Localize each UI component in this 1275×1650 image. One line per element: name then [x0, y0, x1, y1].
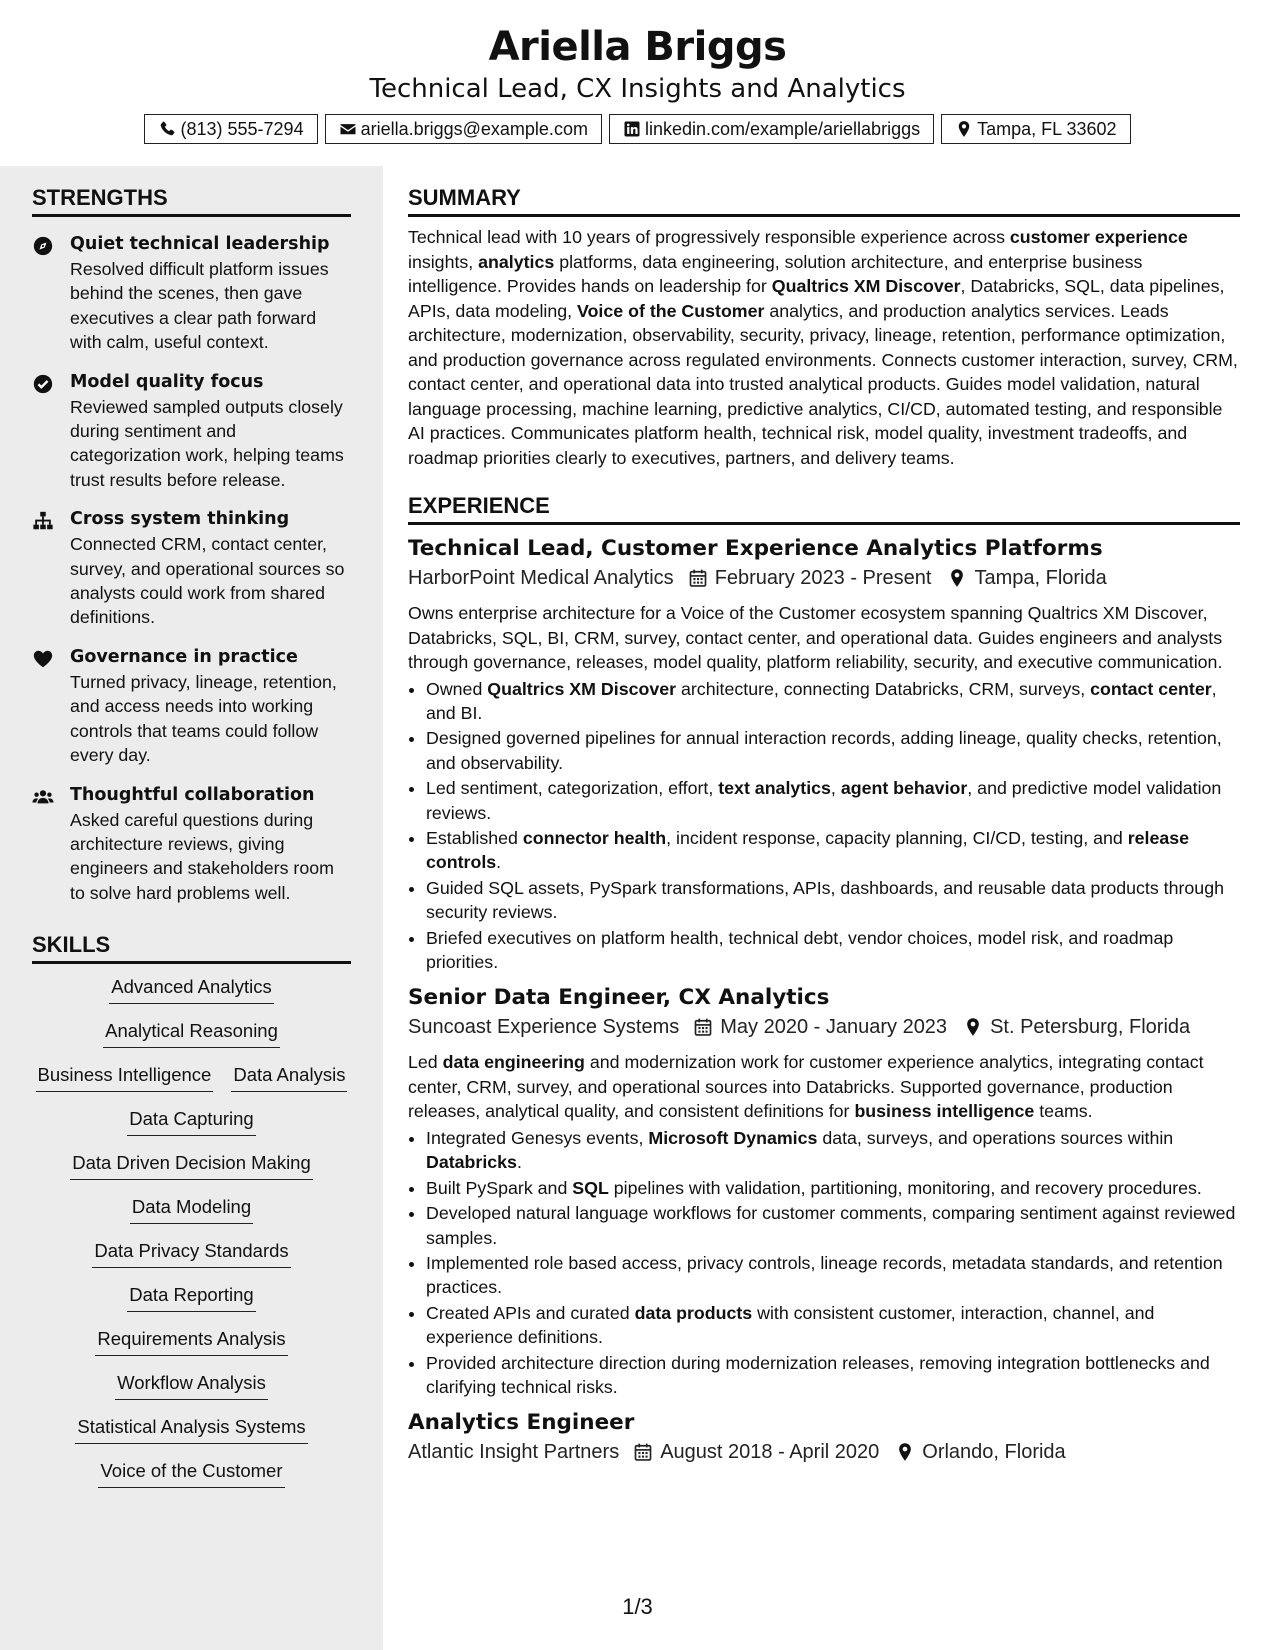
phone-icon: [158, 120, 176, 138]
bold-text: Qualtrics XM Discover: [487, 678, 677, 699]
skill-tag: Data Driven Decision Making: [70, 1150, 313, 1180]
job-meta: [408, 1012, 1240, 1042]
linkedin-text: linkedin.com/example/ariellabriggs: [644, 118, 921, 139]
text-run: architecture, connecting Databricks, CRM, surveys,: [676, 678, 1091, 699]
linkedin-chip[interactable]: [609, 114, 934, 144]
candidate-name: Ariella Briggs: [488, 24, 787, 70]
strength-title: Quiet technical leadership: [70, 234, 330, 254]
strength-desc: Resolved difficult platform issues behind the scenes, then gave executives a clear path forward with calm, useful context.: [70, 259, 329, 353]
job-title: Senior Data Engineer, CX Analytics: [408, 985, 830, 1011]
phone-chip[interactable]: [144, 114, 317, 144]
job-title: Analytics Engineer: [408, 1410, 635, 1436]
bullet-item: [426, 1251, 1240, 1300]
job-company: Atlantic Insight Partners: [408, 1441, 620, 1464]
map-pin-icon: [955, 120, 973, 138]
compass-icon: [32, 235, 54, 257]
text-run: and modernization work for customer experience analytics, integrating contact center, CRM, survey, and operational sources into Databricks. Supported governance, production releases, analytical quality, and consistent definitions for: [408, 1052, 1204, 1122]
text-run: , and BI.: [426, 678, 1217, 723]
text-run: .: [496, 852, 502, 873]
location-text: Tampa, FL 33602: [977, 118, 1117, 139]
text-run: Guided SQL assets, PySpark transformations, APIs, dashboards, and reusable data products through security reviews.: [426, 877, 1224, 923]
job-entry: [408, 1409, 1240, 1467]
strength-item: [32, 644, 351, 768]
skill-tag: Workflow Analysis: [115, 1370, 268, 1400]
text-run: Integrated Genesys events,: [426, 1127, 649, 1148]
bold-text: Voice of the Customer: [577, 300, 765, 321]
sidebar: [0, 166, 383, 1650]
text-run: .: [516, 1152, 522, 1173]
job-meta: [408, 563, 1240, 593]
text-run: Owned: [426, 678, 488, 699]
text-run: teams.: [1034, 1101, 1093, 1122]
candidate-title: Technical Lead, CX Insights and Analytics: [369, 74, 906, 104]
bold-text: Databricks: [426, 1152, 517, 1173]
job-location: St. Petersburg, Florida: [990, 1016, 1191, 1039]
bold-text: data engineering: [442, 1052, 585, 1073]
text-run: insights,: [408, 251, 479, 272]
bold-text: Qualtrics XM Discover: [771, 276, 961, 296]
strength-item: [32, 231, 351, 355]
text-run: analytics, and production analytics services. Leads architecture, modernization, observability, security, privacy, lineage, retention, performance optimization, and production governance across regulated environments. Connects customer interaction, survey, CRM, contact center, and operational data into trusted analytical products. Guides model validation, natural language processing, machine learning, predictive analytics, CI/CD, automated testing, and responsible AI practices. Communicates platform health, technical risk, model quality, investment tradeoffs, and roadmap priorities clearly to executives, partners, and delivery teams.: [408, 300, 1238, 468]
text-run: Designed governed pipelines for annual interaction records, adding lineage, quality checks, retention, and observability.: [426, 728, 1222, 773]
strength-desc: Turned privacy, lineage, retention, and access needs into working controls that teams could follow every day.: [70, 671, 337, 766]
envelope-icon: [339, 120, 357, 138]
resume-header: [0, 0, 1275, 166]
text-run: Owns enterprise architecture for a Voice of the Customer ecosystem spanning Qualtrics XM Discover, Databricks, SQL, BI, CRM, survey, contact center, and operational data. Guides engineers and analysts through governance, releases, model quality, platform reliability, security, and executive communication.: [408, 603, 1223, 672]
strength-item: [32, 782, 351, 906]
strength-title: Thoughtful collaboration: [70, 784, 315, 805]
skills-list: [32, 974, 351, 1488]
linkedin-icon: [623, 120, 641, 138]
skills-heading: SKILLS: [32, 913, 351, 964]
job-bullets: [408, 1126, 1240, 1399]
job-title: Technical Lead, Customer Experience Analytics Platforms: [408, 536, 1103, 561]
calendar-icon: [688, 568, 708, 588]
text-run: Led: [408, 1052, 443, 1073]
strength-desc: Reviewed sampled outputs closely during sentiment and categorization work, helping teams trust results before release.: [70, 396, 344, 490]
bullet-item: [426, 876, 1240, 925]
skill-tag: Requirements Analysis: [95, 1326, 287, 1356]
strength-title: Governance in practice: [70, 646, 298, 667]
strength-desc: Connected CRM, contact center, survey, and operational sources so analysts could work from shared definitions.: [70, 534, 345, 628]
text-run: Established: [426, 827, 523, 848]
skill-tag: Voice of the Customer: [98, 1458, 284, 1488]
text-run: platforms, data engineering, solution architecture, and enterprise business intelligence. Provides hands on leadership for: [408, 251, 1143, 296]
strength-title: Cross system thinking: [70, 509, 290, 530]
skill-tag: Data Privacy Standards: [92, 1238, 290, 1268]
skill-tag: Data Capturing: [127, 1106, 255, 1136]
phone-text: (813) 555-7294: [180, 118, 304, 139]
text-run: , and predictive model validation reviews.: [426, 778, 1222, 823]
bullet-item: [426, 826, 1240, 875]
text-run: data, surveys, and operations sources within: [817, 1127, 1174, 1148]
strength-title: Model quality focus: [70, 371, 264, 392]
job-entry: [408, 535, 1240, 974]
text-run: with consistent customer, interaction, channel, and experience definitions.: [426, 1302, 1155, 1348]
main-content: [408, 166, 1240, 1467]
job-dates: May 2020 - January 2023: [720, 1016, 948, 1039]
bold-text: data products: [634, 1302, 753, 1323]
job-meta: [408, 1437, 1240, 1467]
text-run: Created APIs and curated: [426, 1302, 635, 1323]
bullet-item: [426, 926, 1240, 975]
job-location: Tampa, Florida: [974, 567, 1107, 589]
bullet-item: [426, 776, 1240, 825]
calendar-icon: [693, 1017, 713, 1037]
skill-tag: Statistical Analysis Systems: [75, 1414, 307, 1444]
email-text: ariella.briggs@example.com: [360, 118, 588, 139]
bullet-item: [426, 1201, 1240, 1250]
bold-text: Microsoft Dynamics: [648, 1127, 818, 1148]
text-run: pipelines with validation, partitioning, monitoring, and recovery procedures.: [608, 1177, 1202, 1198]
bold-text: agent behavior: [840, 778, 968, 799]
skill-tag: Business Intelligence: [36, 1062, 214, 1092]
bullet-item: [426, 1176, 1240, 1200]
bold-text: connector health: [522, 827, 667, 848]
bullet-item: [426, 1351, 1240, 1400]
skill-tag: Advanced Analytics: [109, 974, 273, 1004]
job-dates: February 2023 - Present: [714, 567, 932, 589]
text-run: Provided architecture direction during modernization releases, removing integration bottlenecks and clarifying technical risks.: [426, 1352, 1210, 1397]
strength-desc: Asked careful questions during architecture reviews, giving engineers and stakeholders room to solve hard problems well.: [70, 809, 334, 903]
strengths-heading: STRENGTHS: [32, 166, 351, 217]
map-pin-icon: [947, 568, 967, 588]
bold-text: analytics: [478, 251, 555, 272]
map-pin-icon: [963, 1017, 983, 1037]
job-dates: August 2018 - April 2020: [660, 1441, 880, 1464]
email-chip[interactable]: [325, 114, 602, 144]
bullet-item: [426, 1126, 1240, 1175]
text-run: ,: [830, 778, 841, 799]
text-run: Implemented role based access, privacy controls, lineage records, metadata standards, and retention practices.: [426, 1252, 1223, 1298]
strength-item: [32, 506, 351, 630]
bullet-item: [426, 677, 1240, 726]
skill-tag: Analytical Reasoning: [103, 1018, 280, 1048]
bold-text: release controls: [426, 827, 1190, 873]
text-run: Developed natural language workflows for customer comments, comparing sentiment against reviewed samples.: [426, 1203, 1236, 1248]
calendar-icon: [633, 1442, 653, 1462]
users-icon: [32, 786, 54, 808]
text-run: , Databricks, SQL, data pipelines, APIs, data modeling,: [408, 276, 1225, 321]
page-number: 1/3: [622, 1594, 653, 1619]
text-run: Led sentiment, categorization, effort,: [426, 778, 719, 799]
bold-text: customer experience: [1009, 227, 1188, 247]
summary-text: [408, 225, 1240, 470]
strength-item: [32, 369, 351, 493]
location-chip: [941, 114, 1130, 144]
jobs-list: [408, 535, 1240, 1467]
bold-text: text analytics: [718, 778, 831, 799]
contact-bar: [0, 114, 1275, 144]
job-entry: [408, 984, 1240, 1399]
bold-text: business intelligence: [854, 1101, 1035, 1122]
skill-tag: Data Analysis: [231, 1062, 347, 1092]
text-run: Technical lead with 10 years of progressively responsible experience across: [408, 227, 1010, 247]
job-description: [408, 1050, 1240, 1124]
skill-tag: Data Reporting: [127, 1282, 255, 1312]
text-run: Briefed executives on platform health, technical debt, vendor choices, model risk, and roadmap priorities.: [426, 927, 1174, 972]
bullet-item: [426, 1301, 1240, 1350]
job-company: HarborPoint Medical Analytics: [408, 567, 674, 589]
experience-heading: EXPERIENCE: [408, 474, 1240, 525]
bold-text: SQL: [572, 1177, 609, 1198]
job-company: Suncoast Experience Systems: [408, 1016, 680, 1039]
check-circle-icon: [32, 373, 54, 395]
text-run: Built PySpark and: [426, 1177, 573, 1198]
job-bullets: [408, 677, 1240, 975]
heart-icon: [32, 648, 54, 670]
bold-text: contact center: [1090, 678, 1212, 699]
sitemap-icon: [32, 510, 54, 532]
text-run: , incident response, capacity planning, CI/CD, testing, and: [666, 827, 1128, 848]
bullet-item: [426, 726, 1240, 775]
job-description: [408, 601, 1240, 675]
summary-heading: SUMMARY: [408, 166, 1240, 217]
skill-tag: Data Modeling: [130, 1194, 253, 1224]
map-pin-icon: [895, 1442, 915, 1462]
job-location: Orlando, Florida: [922, 1441, 1066, 1464]
